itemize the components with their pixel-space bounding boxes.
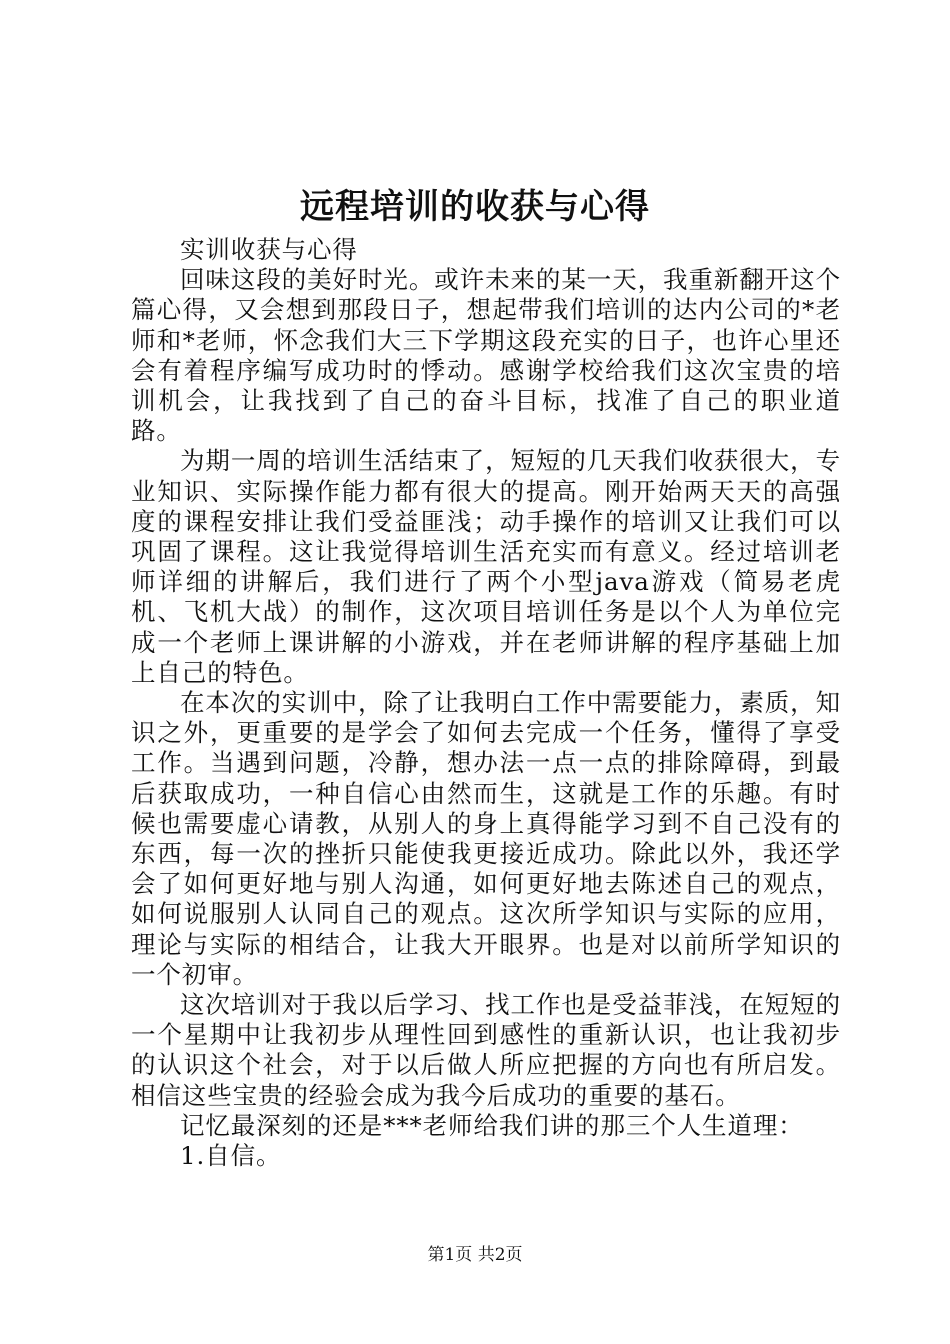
page-number-footer: 第1页 共2页 — [427, 1245, 523, 1265]
document-body — [131, 235, 841, 1171]
list-item: 1.自信。 — [180, 1141, 282, 1171]
body-paragraph: 这次培训对于我以后学习、找工作也是受益菲浅，在短短的一个星期中让我初步从理性回到感性的重新认识，也让我初步的认识这个社会，对于以后做人所应把握的方向也有所启发。相信这些宝贵的经验会成为我今后成功的重要的基石。 — [131, 990, 841, 1110]
document-title: 远程培训的收获与心得 — [300, 187, 650, 227]
body-paragraph-subtitle: 实训收获与心得 — [180, 235, 358, 264]
body-paragraph: 记忆最深刻的还是***老师给我们讲的那三个人生道理： — [180, 1110, 804, 1140]
body-paragraph: 在本次的实训中，除了让我明白工作中需要能力，素质，知识之外，更重要的是学会了如何去完成一个任务，懂得了享受工作。当遇到问题，冷静，想办法一点一点的排除障碍，到最后获取成功，一种自信心由然而生，这就是工作的乐趣。有时候也需要虚心请教，从别人的身上真得能学习到不自己没有的东西，每一次的挫折只能使我更接近成功。除此以外，我还学会了如何更好地与别人沟通，如何更好地去陈述自己的观点，如何说服别人认同自己的观点。这次所学知识与实际的应用，理论与实际的相结合，让我大开眼界。也是对以前所学知识的一个初审。 — [131, 688, 841, 989]
body-paragraph: 回味这段的美好时光。或许未来的某一天，我重新翻开这个篇心得，又会想到那段日子，想起带我们培训的达内公司的*老师和*老师，怀念我们大三下学期这段充实的日子，也许心里还会有着程序编写成功时的悸动。感谢学校给我们这次宝贵的培训机会，让我找到了自己的奋斗目标，找准了自己的职业道路。 — [131, 265, 841, 446]
body-paragraph: 为期一周的培训生活结束了，短短的几天我们收获很大，专业知识、实际操作能力都有很大的提高。刚开始两天天的高强度的课程安排让我们受益匪浅；动手操作的培训又让我们可以巩固了课程。这让我觉得培训生活充实而有意义。经过培训老师详细的讲解后，我们进行了两个小型java游戏（简易老虎机、飞机大战）的制作，这次项目培训任务是以个人为单位完成一个老师上课讲解的小游戏，并在老师讲解的程序基础上加上自己的特色。 — [131, 446, 841, 687]
